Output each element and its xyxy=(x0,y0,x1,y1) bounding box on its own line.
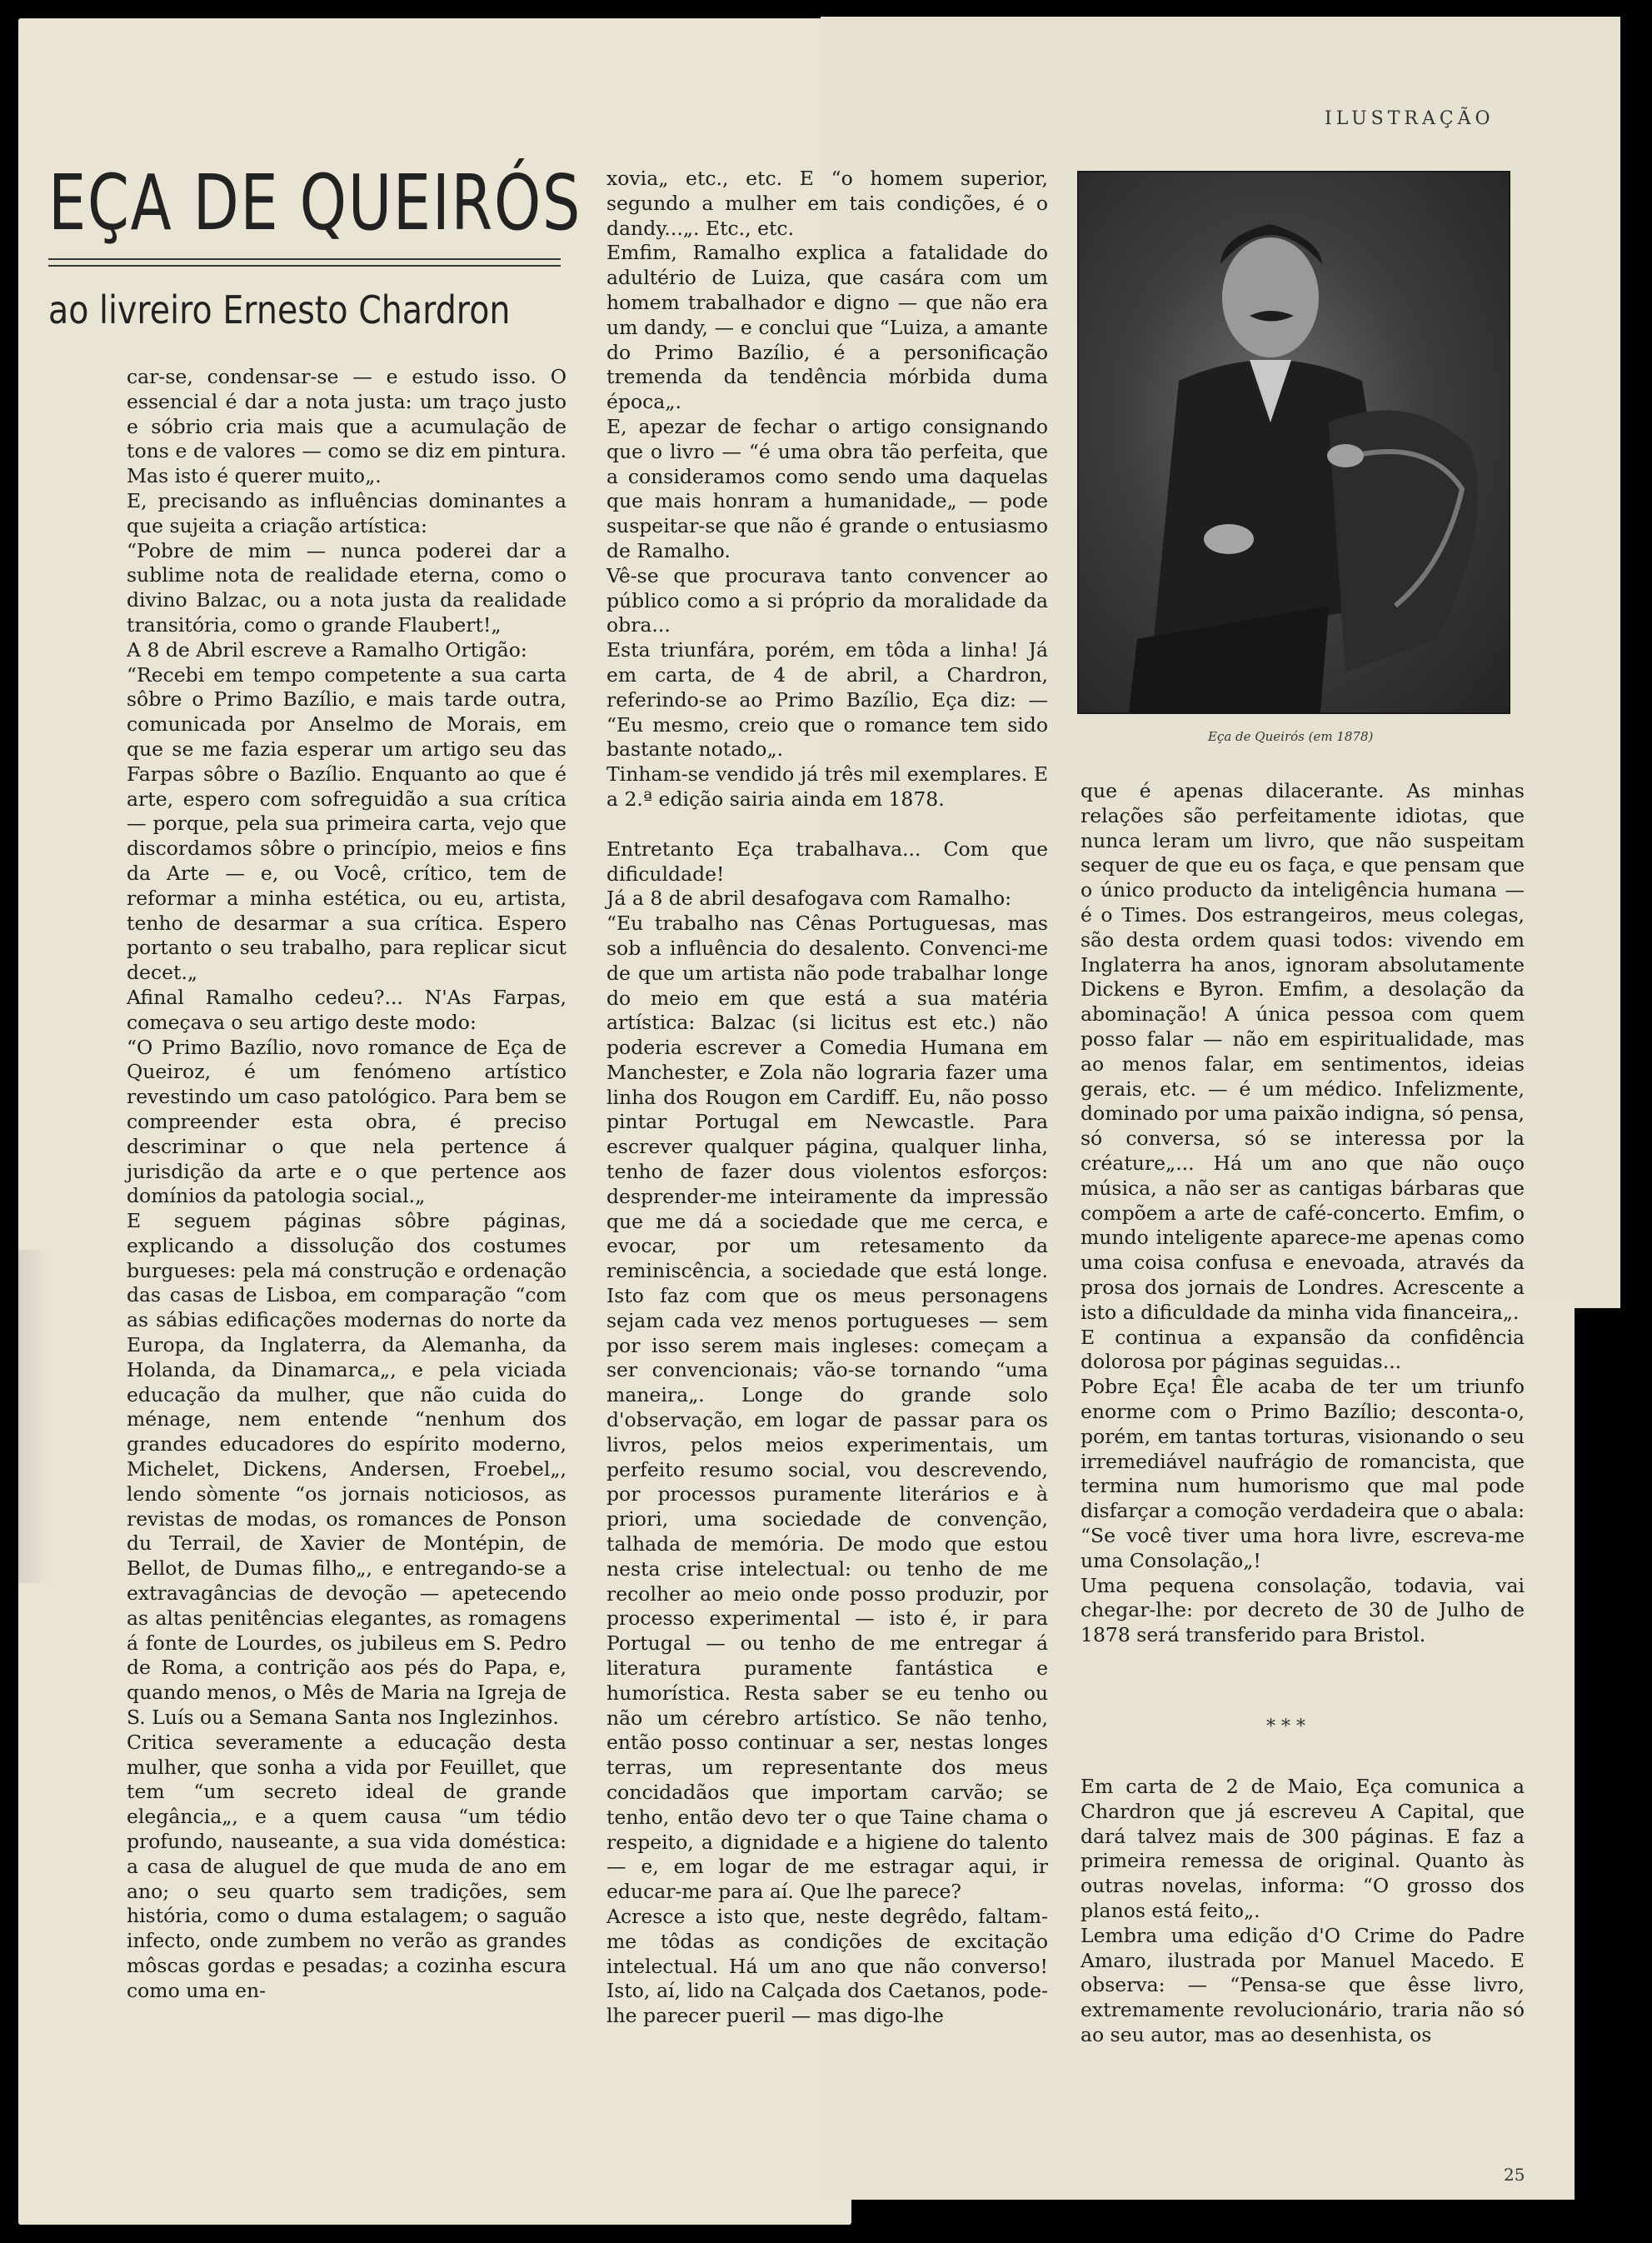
paragraph: Uma pequena consolação, todavia, vai chegar-lhe: por decreto de 30 de Julho de 1878 será transferido para Bristol. xyxy=(1081,1573,1525,1647)
paragraph: Entretanto Eça trabalhava... Com que dificuldade! xyxy=(606,837,1048,886)
section-separator: * * * xyxy=(1266,1716,1305,1737)
page-number: 25 xyxy=(1504,2165,1525,2185)
text-column-1 xyxy=(127,365,566,2004)
text-column-3-continued xyxy=(1081,1775,1525,2048)
paragraph: E continua a expansão da confidência dolorosa por páginas seguidas... xyxy=(1081,1325,1525,1374)
paragraph: “Recebi em tempo competente a sua carta sôbre o Primo Bazílio, e mais tarde outra, comunicada por Anselmo de Morais, em que se me fazia esperar um artigo seu das Farpas sôbre o Bazílio. Enquanto ao que é arte, espero com sofreguidão a sua crítica — porque, pela sua primeira carta, vejo que discordamos sôbre o princípio, meios e fins da Arte — e, ou Você, crítico, tem de reformar a minha estética, ou eu, artista, tenho de desarmar a sua crítica. Espero portanto o seu trabalho, para replicar sicut decet.„ xyxy=(127,662,566,985)
paragraph: Afinal Ramalho cedeu?... N'As Farpas, começava o seu artigo deste modo: xyxy=(127,985,566,1034)
portrait-photo xyxy=(1077,171,1510,714)
paragraph: car-se, condensar-se — e estudo isso. O essencial é dar a nota justa: um traço justo e sóbrio cria mais que a acumulação de tons e de valores — como se diz em pintura. Mas isto é querer muito„. xyxy=(127,365,566,488)
text-column-2 xyxy=(606,167,1048,2029)
paragraph: Acresce a isto que, neste degrêdo, faltam-me tôdas as condições de excitação intelectual. Há um ano que não converso! Isto, aí, lido na Calçada dos Caetanos, pode-lhe parecer pueril — mas digo-lhe xyxy=(606,1904,1048,2028)
paper-fold xyxy=(18,1250,52,1583)
paragraph: “Eu trabalho nas Cênas Portuguesas, mas sob a influência do desalento. Convenci-me de que um artista não pode trabalhar longe do meio em que está a sua matéria artística: Balzac (si licitus est etc.) não poderia escrever a Comedia Humana em Manchester, e Zola não lograria fazer uma linha dos Rougon em Cardiff. Eu, não posso pintar Portugal em Newcastle. Para escrever qualquer página, qualquer linha, tenho de fazer dous violentos esforços: desprender-me inteiramente da impressão que me dá a sociedade que me cerca, e evocar, por um retesamento da reminiscência, a sociedade que está longe. Isto faz com que os meus personagens sejam cada vez menos portugueses — sem por isso serem mais ingleses: começam a ser convencionais; vão-se tornando “uma maneira„. Longe do grande solo d'observação, em logar de passar para os livros, pelos meios experimentais, um perfeito resumo social, vou descrevendo, por processos puramente literários e à priori, uma sociedade de convenção, talhada de memória. De modo que estou nesta crise intelectual: ou tenho de me recolher ao meio onde posso produzir, por processo experimental — isto é, ir para Portugal — ou tenho de me entregar á literatura puramente fantástica e humorística. Resta saber se eu tenho ou não um cérebro artístico. Se não tenho, então posso continuar a ser, nestas longes terras, um representante dos meus concidadãos que importam carvão; se tenho, então devo ter o que Taine chama o respeito, a dignidade e a higiene do talento — e, em logar de me estragar aqui, ir educar-me para aí. Que lhe parece? xyxy=(606,912,1048,1904)
paragraph: E seguem páginas sôbre páginas, explicando a dissolução dos costumes burgueses: pela má construção e ordenação das casas de Lisboa, em comparação “com as sábias edificações modernas do norte da Europa, da Inglaterra, da Alemanha, da Holanda, da Dinamarca„, e pela viciada educação da mulher, que não cuida do ménage, nem entende “nenhum dos grandes educadores do espírito moderno, Michelet, Dickens, Andersen, Froebel„, lendo sòmente “os jornais noticiosos, as revistas de modas, os romances de Ponson du Terrail, de Xavier de Montépin, de Bellot, de Dumas filho„, e entregando-se a extravagâncias de devoção — apetecendo as altas penitências elegantes, as romagens á fonte de Lourdes, os jubileus em S. Pedro de Roma, a contrição aos pés do Papa, e, quando menos, o Mês de Maria na Igreja de S. Luís ou a Semana Santa nos Inglezinhos. xyxy=(127,1209,566,1730)
paragraph: Em carta de 2 de Maio, Eça comunica a Chardron que já escreveu A Capital, que dará talvez mais de 300 páginas. E faz a primeira remessa de original. Quanto às outras novelas, informa: “O grosso dos planos está feito„. xyxy=(1081,1775,1525,1922)
photo-caption: Eça de Queirós (em 1878) xyxy=(1208,729,1374,744)
title-rule-top xyxy=(48,258,561,260)
paragraph: Emfim, Ramalho explica a fatalidade do adultério de Luiza, que casára com um homem trabalhador e digno — que não era um dandy, — e conclui que “Luiza, a amante do Primo Bazílio, é a personificação tremenda da tendência mórbida duma época„. xyxy=(606,241,1048,414)
paragraph: A 8 de Abril escreve a Ramalho Ortigão: xyxy=(127,637,527,662)
paragraph: E, apezar de fechar o artigo consignando que o livro — “é uma obra tão perfeita, que a consideramos como sendo uma daquelas que mais honram a humanidade„ — pode suspeitar-se que não é grande o entusiasmo de Ramalho. xyxy=(606,414,1048,562)
paragraph: “O Primo Bazílio, novo romance de Eça de Queiroz, é um fenómeno artístico revestindo um caso patológico. Para bem se compreender esta obra, é preciso descriminar o que nela pertence á jurisdição da arte e o que pertence aos domínios da patologia social.„ xyxy=(127,1035,566,1208)
paragraph: xovia„ etc., etc. E “o homem superior, segundo a mulher em tais condições, é o dandy...„. Etc., etc. xyxy=(606,167,1048,240)
journal-name: ILUSTRAÇÃO xyxy=(1325,108,1495,129)
article-subtitle: ao livreiro Ernesto Chardron xyxy=(48,287,511,332)
article-title: EÇA DE QUEIRÓS xyxy=(48,158,582,247)
title-rule-bottom xyxy=(48,265,561,267)
paragraph: E, precisando as influências dominantes a que sujeita a criação artística: xyxy=(127,488,566,537)
paragraph: Lembra uma edição d'O Crime do Padre Amaro, ilustrada por Manuel Macedo. E observa: — “Pensa-se que êsse livro, extremamente revolucionário, traria não só ao seu autor, mas ao desenhista, os xyxy=(1081,1923,1525,2046)
paragraph: Tinham-se vendido já três mil exemplares. E a 2.ª edição sairia ainda em 1878. xyxy=(606,762,1048,811)
paragraph: Critica severamente a educação desta mulher, que sonha a vida por Feuillet, que tem “um secreto ideal de grande elegância„, e a quem causa “um tédio profundo, nauseante, a sua vida doméstica: a casa de aluguel de que muda de ano em ano; o seu quarto sem tradições, sem história, como o duma estalagem; o saguão infecto, onde zumbem no verão as grandes môscas gordas e pesadas; a cozinha escura como uma en- xyxy=(127,1730,566,2002)
paragraph: Esta triunfára, porém, em tôda a linha! Já em carta, de 4 de abril, a Chardron, referindo-se ao Primo Bazílio, Eça diz: — “Eu mesmo, creio que o romance tem sido bastante notado„. xyxy=(606,638,1048,762)
paragraph: que é apenas dilacerante. As minhas relações são perfeitamente idiotas, que nunca leram um livro, que não suspeitam sequer de que eu os faça, e que pensam que o único producto da inteligência humana — é o Times. Dos estrangeiros, meus colegas, são desta ordem quasi todos: vivendo em Inglaterra ha anos, ignoram absolutamente Dickens e Byron. Emfim, a desolação da abominação! A única pessoa com quem posso falar — não em espiritualidade, mas ao menos falar, em sentimentos, ideias gerais, etc. — é um médico. Infelizmente, dominado por uma paixão indigna, só pensa, só conversa, só se interessa por la créature„... Há um ano que não ouço música, a não ser as cantigas bárbaras que compõem a arte de café-concerto. Emfim, o mundo inteligente aparece-me apenas como uma coisa confusa e enevoada, através da prosa dos jornais de Londres. Acrescente a isto a dificuldade da minha vida financeira„. xyxy=(1081,779,1525,1324)
paragraph: Vê-se que procurava tanto convencer ao público como a si próprio da moralidade da obra... xyxy=(606,563,1048,637)
paragraph: Pobre Eça! Êle acaba de ter um triunfo enorme com o Primo Bazílio; desconta-o, porém, em tantas torturas, visionando o seu irremediável naufrágio de romancista, que termina num humorismo que mal pode disfarçar a comoção verdadeira que o abala: “Se você tiver uma hora livre, escreva-me uma Consolação„! xyxy=(1081,1375,1525,1572)
text-column-3 xyxy=(1081,779,1525,1648)
paragraph: “Pobre de mim — nunca poderei dar a sublime nota de realidade eterna, como o divino Balzac, ou a nota justa da realidade transitória, como o grande Flaubert!„ xyxy=(127,538,566,637)
paragraph: Já a 8 de abril desafogava com Ramalho: xyxy=(606,887,1012,911)
